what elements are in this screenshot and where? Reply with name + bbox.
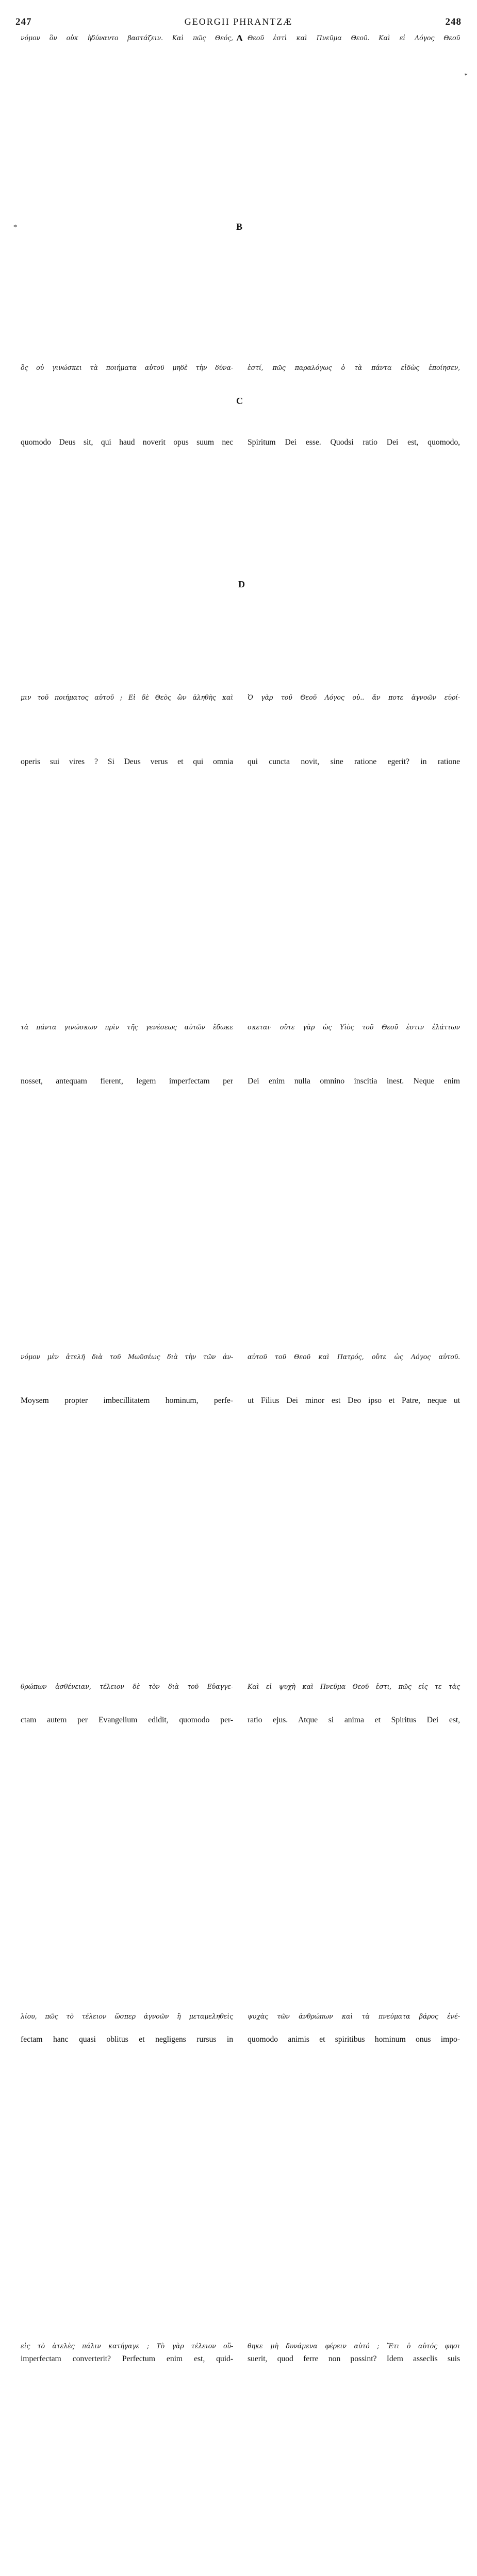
margin-asterisk-left: *: [13, 224, 17, 231]
text-line: imperfectam converterit? Perfectum enim est, quid-: [21, 2354, 233, 2363]
margin-letter-b: B: [236, 222, 243, 232]
text-line: ctam autem per Evangelium edidit, quomodo per-: [21, 1716, 233, 1724]
text-line: λίου, πῶς τὸ τέλειον ὥσπερ ἀγνοῶν ἢ μεταμεληθεὶς: [21, 2012, 233, 2020]
text-line: σκεται· οὔτε γὰρ ὡς Υἱὸς τοῦ Θεοῦ ἐστιν ἐλάττων: [248, 1023, 460, 1031]
text-line: ψυχὰς τῶν ἀνθρώπων καὶ τὰ πνεύματα βάρος ἐνέ-: [248, 2012, 460, 2020]
text-line: Moysem propter imbecillitatem hominum, perfe-: [21, 1396, 233, 1405]
text-line: νόμον μὲν ἀτελῆ διὰ τοῦ Μωϋσέως διὰ τὴν τῶν ἀν-: [21, 1353, 233, 1361]
text-line: Spiritum Dei esse. Quodsi ratio Dei est, quomodo,: [248, 438, 460, 447]
margin-letter-d: D: [238, 579, 245, 589]
text-line: operis sui vires ? Si Deus verus et qui omnia: [21, 757, 233, 766]
text-line: Dei enim nulla omnino inscitia inest. Neque enim: [248, 1077, 460, 1086]
text-line: τὰ πάντα γινώσκων πρὶν τῆς γενέσεως αὐτῶν ἔδωκε: [21, 1023, 233, 1031]
text-line: μιν τοῦ ποιήματος αὐτοῦ ; Εἰ δὲ Θεὸς ὢν ἀληθὴς καὶ: [21, 693, 233, 701]
margin-asterisk-right: *: [464, 72, 468, 80]
text-line: Καὶ εἰ ψυχὴ καὶ Πνεῦμα Θεοῦ ἐστι, πῶς εἰς τε τὰς: [248, 1683, 460, 1690]
page-number-left: 247: [15, 16, 32, 27]
running-title: GEORGII PHRANTZÆ: [184, 16, 293, 27]
text-line: quomodo animis et spiritibus hominum onus impo-: [248, 2035, 460, 2044]
text-line: νόμον ὃν οὐκ ἠδύναντο βαστάζειν. Καὶ πῶς Θεός,: [21, 34, 233, 42]
margin-letter-c: C: [236, 396, 243, 406]
text-line: θηκε μὴ δυνάμενα φέρειν αὐτό ; Ἔτι ὁ αὐτός φησι: [248, 2342, 460, 2350]
text-line: suerit, quod ferre non possint? Idem asseclis suis: [248, 2354, 460, 2363]
text-line: αὐτοῦ τοῦ Θεοῦ καὶ Πατρός, οὔτε ὡς Λόγος αὐτοῦ.: [248, 1353, 460, 1361]
text-line: ὃς οὐ γινώσκει τὰ ποιήματα αὐτοῦ μηδὲ τὴν δύνα-: [21, 364, 233, 371]
text-line: ratio ejus. Atque si anima et Spiritus Dei est,: [248, 1716, 460, 1724]
text-line: fectam hanc quasi oblitus et negligens rursus in: [21, 2035, 233, 2044]
text-line: nosset, antequam fierent, legem imperfectam per: [21, 1077, 233, 1086]
text-line: quomodo Deus sit, qui haud noverit opus suum nec: [21, 438, 233, 447]
text-line: Ὁ γὰρ τοῦ Θεοῦ Λόγος οὐ.. ἄν ποτε ἀγνοῶν εὑρί-: [248, 693, 460, 701]
text-line: ἐστί, πῶς παραλόγως ὁ τὰ πάντα εἰδὼς ἐποίησεν,: [248, 364, 460, 371]
text-line: ut Filius Dei minor est Deo ipso et Patre, neque ut: [248, 1396, 460, 1405]
margin-letter-a: A: [236, 33, 243, 43]
text-line: εἰς τὸ ἀτελὲς πάλιν κατήγαγε ; Τὸ γὰρ τέλειον οὕ-: [21, 2342, 233, 2350]
page-number-right: 248: [445, 16, 462, 27]
text-line: θρώπων ἀσθένειαν, τέλειον δὲ τὸν διὰ τοῦ Εὐαγγε-: [21, 1683, 233, 1690]
text-line: Θεοῦ ἐστὶ καὶ Πνεῦμα Θεοῦ. Καὶ εἰ Λόγος Θεοῦ: [248, 34, 460, 42]
text-line: qui cuncta novit, sine ratione egerit? in ratione: [248, 757, 460, 766]
